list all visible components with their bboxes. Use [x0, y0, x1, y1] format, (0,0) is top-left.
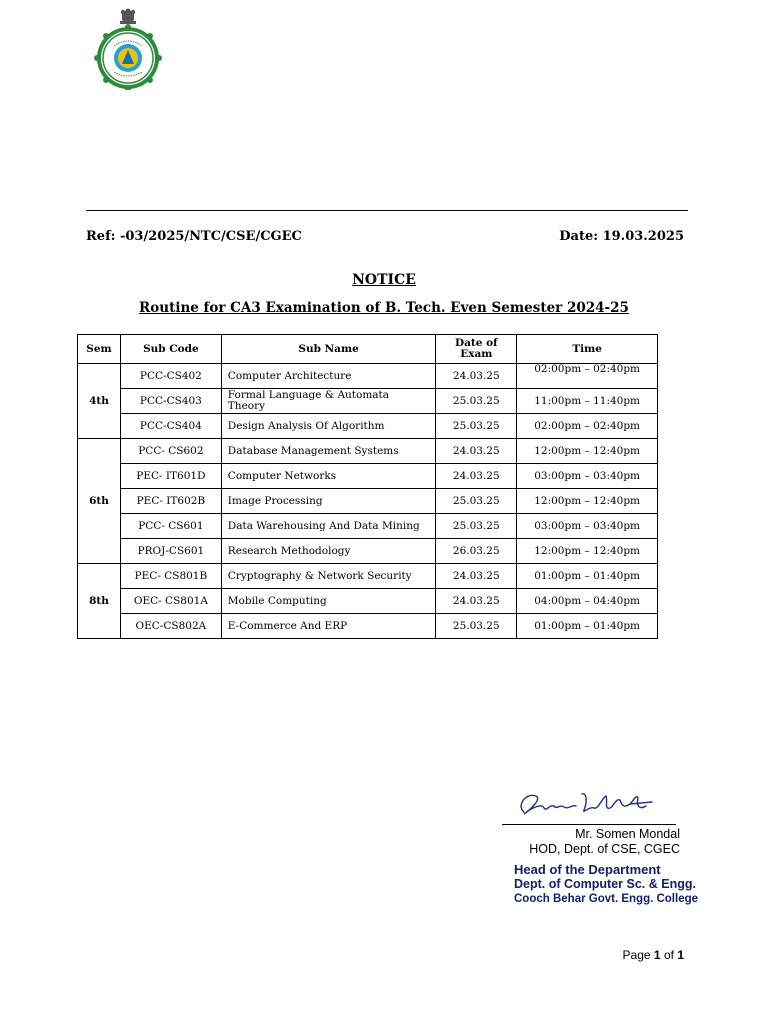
- exam-time: 02:00pm – 02:40pm: [517, 414, 658, 439]
- exam-routine-table: [77, 334, 658, 639]
- exam-date: 24.03.25: [436, 464, 517, 489]
- table-row: [78, 589, 658, 614]
- hod-signature: [512, 784, 662, 828]
- exam-time: 02:00pm – 02:40pm: [517, 364, 658, 389]
- exam-time: 04:00pm – 04:40pm: [517, 589, 658, 614]
- header-divider: [86, 210, 688, 211]
- sub-code: OEC-CS802A: [120, 614, 221, 639]
- sub-name: Design Analysis Of Algorithm: [221, 414, 436, 439]
- sub-name: Formal Language & Automata Theory: [221, 389, 436, 414]
- exam-date: 24.03.25: [436, 589, 517, 614]
- exam-date: 25.03.25: [436, 514, 517, 539]
- exam-time: 03:00pm – 03:40pm: [517, 464, 658, 489]
- exam-time: 01:00pm – 01:40pm: [517, 564, 658, 589]
- notice-date: Date: 19.03.2025: [559, 229, 684, 244]
- exam-time: 12:00pm – 12:40pm: [517, 539, 658, 564]
- sub-code: OEC- CS801A: [120, 589, 221, 614]
- sub-name: Mobile Computing: [221, 589, 436, 614]
- header-sub-code: Sub Code: [120, 335, 221, 364]
- notice-title: NOTICE: [352, 272, 416, 288]
- sub-name: Image Processing: [221, 489, 436, 514]
- sub-code: PCC-CS403: [120, 389, 221, 414]
- exam-date: 24.03.25: [436, 439, 517, 464]
- sub-code: PCC-CS402: [120, 364, 221, 389]
- stamp-line-3: Cooch Behar Govt. Engg. College: [514, 893, 699, 905]
- sem-cell: 6th: [78, 439, 121, 564]
- stamp-line-2: Dept. of Computer Sc. & Engg.: [514, 877, 696, 891]
- sub-name: Computer Architecture: [221, 364, 436, 389]
- routine-title: Routine for CA3 Examination of B. Tech. Even Semester 2024-25: [139, 300, 629, 316]
- state-emblem: [92, 8, 164, 90]
- sub-code: PEC- IT602B: [120, 489, 221, 514]
- sem-cell: 4th: [78, 364, 121, 439]
- header-time: Time: [517, 335, 658, 364]
- table-row: [78, 414, 658, 439]
- reference-number: Ref: -03/2025/NTC/CSE/CGEC: [86, 229, 302, 244]
- exam-date: 25.03.25: [436, 414, 517, 439]
- exam-time: 12:00pm – 12:40pm: [517, 439, 658, 464]
- header-date-of-exam: Date of Exam: [436, 335, 517, 364]
- table-row: [78, 514, 658, 539]
- exam-date: 24.03.25: [436, 364, 517, 389]
- signatory-name: Mr. Somen Mondal: [575, 827, 680, 841]
- table-row: [78, 564, 658, 589]
- page-number: Page 1 of 1: [622, 948, 684, 962]
- exam-time: 01:00pm – 01:40pm: [517, 614, 658, 639]
- signature-line: [502, 824, 676, 825]
- sub-code: PCC-CS404: [120, 414, 221, 439]
- sub-name: Database Management Systems: [221, 439, 436, 464]
- exam-date: 25.03.25: [436, 389, 517, 414]
- sub-name: Data Warehousing And Data Mining: [221, 514, 436, 539]
- table-row: [78, 439, 658, 464]
- sub-name: Cryptography & Network Security: [221, 564, 436, 589]
- table-header-row: [78, 335, 658, 364]
- header-sub-name: Sub Name: [221, 335, 436, 364]
- table-row: [78, 464, 658, 489]
- sub-code: PCC- CS601: [120, 514, 221, 539]
- exam-date: 26.03.25: [436, 539, 517, 564]
- sub-name: Computer Networks: [221, 464, 436, 489]
- table-row: [78, 539, 658, 564]
- sub-code: PCC- CS602: [120, 439, 221, 464]
- exam-time: 11:00pm – 11:40pm: [517, 389, 658, 414]
- department-stamp: [514, 862, 698, 907]
- header-sem: Sem: [78, 335, 121, 364]
- stamp-line-1: Head of the Department: [514, 862, 661, 877]
- exam-time: 12:00pm – 12:40pm: [517, 489, 658, 514]
- signatory-title: HOD, Dept. of CSE, CGEC: [529, 842, 680, 856]
- sub-code: PEC- CS801B: [120, 564, 221, 589]
- exam-date: 24.03.25: [436, 564, 517, 589]
- sub-name: E-Commerce And ERP: [221, 614, 436, 639]
- table-row: [78, 389, 658, 414]
- sub-code: PEC- IT601D: [120, 464, 221, 489]
- exam-date: 25.03.25: [436, 614, 517, 639]
- exam-time: 03:00pm – 03:40pm: [517, 514, 658, 539]
- sem-cell: 8th: [78, 564, 121, 639]
- exam-date: 25.03.25: [436, 489, 517, 514]
- table-row: [78, 489, 658, 514]
- table-row: [78, 364, 658, 389]
- sub-name: Research Methodology: [221, 539, 436, 564]
- table-row: [78, 614, 658, 639]
- sub-code: PROJ-CS601: [120, 539, 221, 564]
